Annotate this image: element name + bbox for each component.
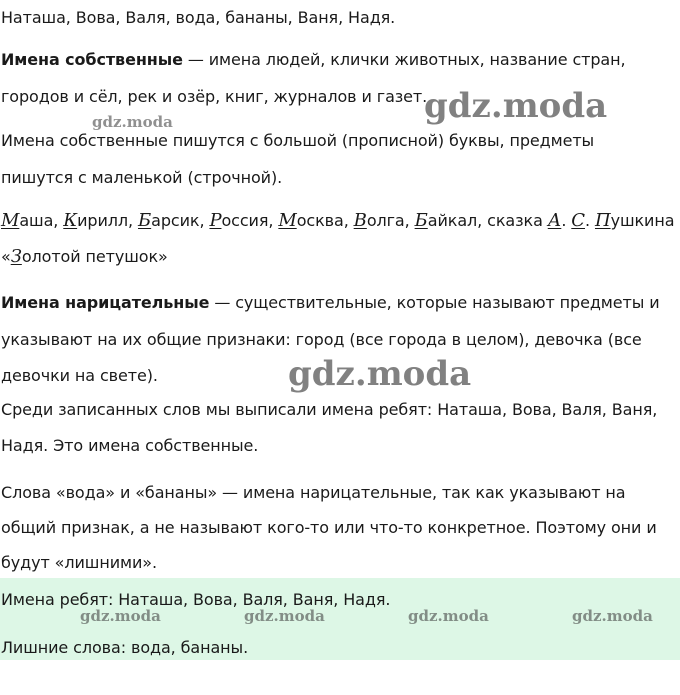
common-noun-definition-line3: девочки на свете). <box>1 366 158 385</box>
cap-letter: З <box>10 246 22 267</box>
names-line1: Среди записанных слов мы выписали имена ребят: Наташа, Вова, Валя, Ваня, <box>1 400 658 419</box>
cap-letter: С <box>571 210 585 231</box>
common-noun-def: — существительные, которые называют предметы и <box>209 293 660 312</box>
common-noun-definition-line2: указывают на их общие признаки: город (все города в целом), девочка (все <box>1 330 642 349</box>
cap-letter: К <box>63 210 78 231</box>
word-list: Наташа, Вова, Валя, вода, бананы, Ваня, Надя. <box>1 8 396 27</box>
cap-letter: Б <box>414 210 428 231</box>
answer-line1: Имена ребят: Наташа, Вова, Валя, Ваня, Надя. <box>1 590 391 609</box>
rule-line1: Имена собственные пишутся с большой (прописной) буквы, предметы <box>1 131 595 150</box>
examples-line2 <box>1 247 168 267</box>
watermark: gdz.moda <box>424 86 608 126</box>
watermark: gdz.moda <box>572 607 653 625</box>
common-noun-definition-line1 <box>1 293 660 313</box>
word-rest: ирилл, <box>77 211 139 230</box>
word-rest: олотой петушок» <box>21 247 168 266</box>
proper-noun-def: — имена людей, клички животных, название стран, <box>182 50 626 69</box>
watermark: gdz.moda <box>92 113 173 131</box>
watermark: gdz.moda <box>408 607 489 625</box>
rule-line2: пишутся с маленькой (строчной). <box>1 168 283 187</box>
word-rest: ушкина <box>610 211 675 230</box>
word-rest: . <box>584 211 595 230</box>
answer-line2: Лишние слова: вода, бананы. <box>1 638 249 657</box>
common-noun-term: Имена нарицательные <box>1 293 210 312</box>
watermark: gdz.moda <box>288 354 472 394</box>
word-rest: олга, <box>366 211 415 230</box>
examples-line1 <box>1 211 674 231</box>
extra-line3: будут «лишними». <box>1 553 157 572</box>
cap-letter: М <box>1 210 20 231</box>
extra-line1: Слова «вода» и «бананы» — имена нарицательные, так как указывают на <box>1 483 626 502</box>
proper-noun-definition-line1 <box>1 50 625 70</box>
cap-letter: А <box>547 210 562 231</box>
proper-noun-definition-line2: городов и сёл, рек и озёр, книг, журналов и газет. <box>1 87 428 106</box>
cap-letter: П <box>594 210 611 231</box>
word-rest: арсик, <box>151 211 210 230</box>
word-rest: . <box>561 211 572 230</box>
names-line2: Надя. Это имена собственные. <box>1 436 259 455</box>
word-rest: аша, <box>19 211 64 230</box>
watermark: gdz.moda <box>244 607 325 625</box>
extra-line2: общий признак, а не называют кого-то или что-то конкретное. Поэтому они и <box>1 518 657 537</box>
cap-letter: М <box>278 210 297 231</box>
word-rest: айкал, сказка <box>427 211 548 230</box>
word-rest: оссия, <box>221 211 279 230</box>
cap-letter: В <box>353 210 367 231</box>
proper-noun-term: Имена собственные <box>1 50 183 69</box>
word-rest: осква, <box>296 211 354 230</box>
quote-open: « <box>1 247 11 266</box>
watermark: gdz.moda <box>80 607 161 625</box>
cap-letter: Б <box>138 210 152 231</box>
cap-letter: Р <box>209 210 222 231</box>
